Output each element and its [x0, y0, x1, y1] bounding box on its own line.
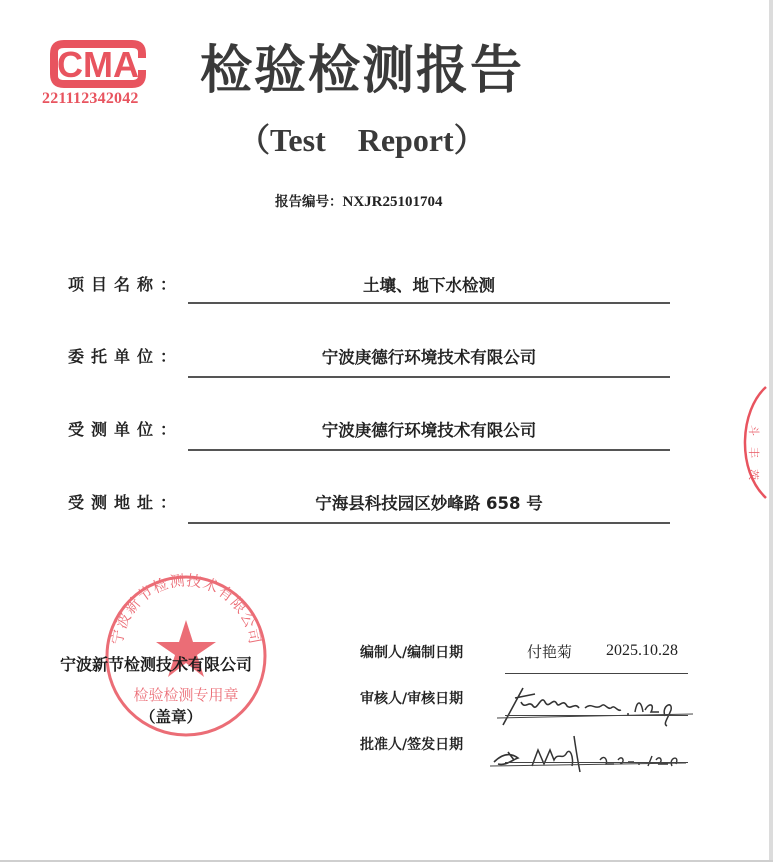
underline	[188, 522, 670, 524]
svg-text:茨: 茨	[747, 469, 760, 480]
issuer-company: 宁波新节检测技术有限公司	[60, 655, 253, 674]
underline	[505, 715, 688, 716]
prepared-by-name: 付艳菊	[527, 643, 573, 661]
underline	[505, 762, 688, 763]
field-client	[68, 344, 683, 384]
approved-by-label: 批准人/签发日期	[360, 737, 464, 753]
svg-text:斗: 斗	[747, 425, 760, 436]
field-label: 项目名称：	[68, 275, 184, 294]
partial-seal-icon	[730, 385, 770, 500]
field-tested-address	[68, 490, 683, 530]
approver-signature-icon	[488, 730, 688, 775]
underline	[505, 673, 688, 674]
svg-text:检验检测专用章: 检验检测专用章	[133, 686, 239, 704]
report-number	[275, 190, 443, 211]
seal-note: （盖章）	[140, 708, 203, 726]
prepared-date: 2025.10.28	[606, 642, 678, 659]
field-value: 宁波庚德行环境技术有限公司	[321, 348, 537, 367]
reviewer-signature-icon	[495, 680, 695, 730]
svg-text:丰: 丰	[747, 447, 760, 458]
page-title: 检验检测报告	[200, 41, 525, 101]
underline	[188, 376, 670, 378]
report-number-value: NXJR25101704	[342, 194, 443, 210]
field-label: 受测地址：	[68, 493, 184, 512]
field-value: 宁海县科技园区妙峰路 658 号	[315, 494, 543, 513]
cma-certificate-number: 221112342042	[42, 90, 139, 107]
field-label: 受测单位：	[68, 420, 184, 439]
field-tested-unit	[68, 417, 683, 457]
report-number-label: 报告编号：	[275, 194, 343, 210]
prepared-by-label: 编制人/编制日期	[360, 645, 464, 661]
field-project-name	[68, 272, 683, 312]
underline	[188, 302, 670, 304]
field-value: 土壤、地下水检测	[363, 276, 495, 295]
field-value: 宁波庚德行环境技术有限公司	[321, 421, 537, 440]
underline	[188, 449, 670, 451]
page-subtitle: （Test Report）	[238, 122, 486, 158]
svg-text:CMA: CMA	[57, 44, 139, 85]
reviewed-by-label: 审核人/审核日期	[360, 691, 464, 707]
field-label: 委托单位：	[68, 347, 184, 366]
svg-text:宁波新节检测技术有限公司: 宁波新节检测技术有限公司	[107, 572, 265, 647]
